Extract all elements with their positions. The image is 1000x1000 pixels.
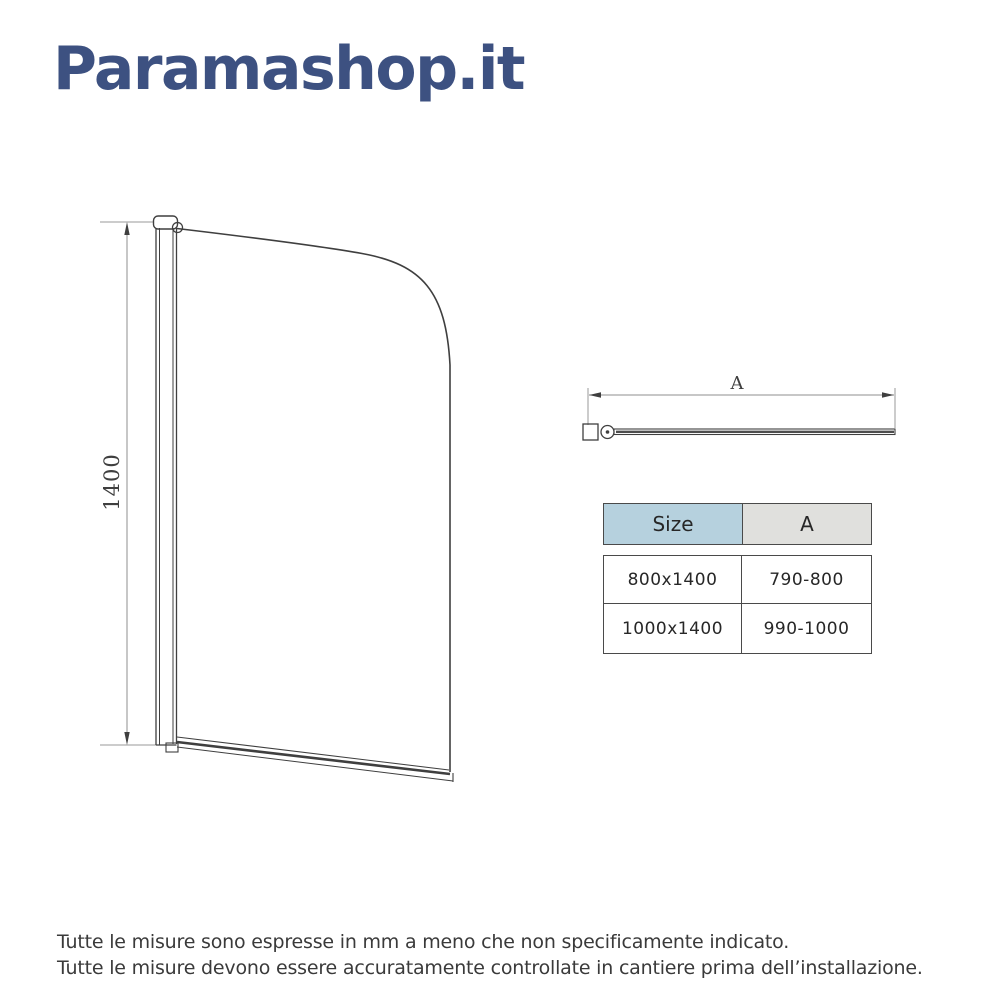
table-row <box>604 603 871 653</box>
footer-note-line1: Tutte le misure sono espresse in mm a meno che non specificamente indicato. <box>57 931 790 953</box>
footer-notes <box>57 929 923 981</box>
a-value: 990-1000 <box>763 618 850 639</box>
size-value: 800x1400 <box>604 556 742 603</box>
arrow-up-icon <box>124 222 129 235</box>
footer-note-line2: Tutte le misure devono essere accuratamente controllate in cantiere prima dell’installazione. <box>57 957 923 979</box>
glass-panel <box>177 229 453 783</box>
size-table-header <box>603 503 872 545</box>
wall-profile-block <box>583 424 598 440</box>
arrow-right-icon <box>882 392 894 397</box>
front-view-drawing <box>90 195 510 800</box>
a-value: 790-800 <box>769 569 844 590</box>
arrow-down-icon <box>124 732 129 745</box>
table-row <box>604 556 871 603</box>
arrow-left-icon <box>589 392 601 397</box>
plan-glass-strip <box>583 424 895 440</box>
size-table-body <box>603 555 872 654</box>
width-dimension <box>588 373 895 428</box>
bottom-bracket <box>166 743 178 752</box>
brand-logo: Paramashop.it <box>53 34 525 104</box>
width-dimension-label: A <box>730 373 744 394</box>
height-dimension-label: 1400 <box>100 453 124 511</box>
top-view-drawing <box>560 355 920 455</box>
a-column-header: A <box>743 504 871 544</box>
size-table <box>603 503 872 654</box>
size-value: 1000x1400 <box>604 604 742 653</box>
profile-bar <box>154 216 183 752</box>
size-column-header: Size <box>604 504 743 544</box>
